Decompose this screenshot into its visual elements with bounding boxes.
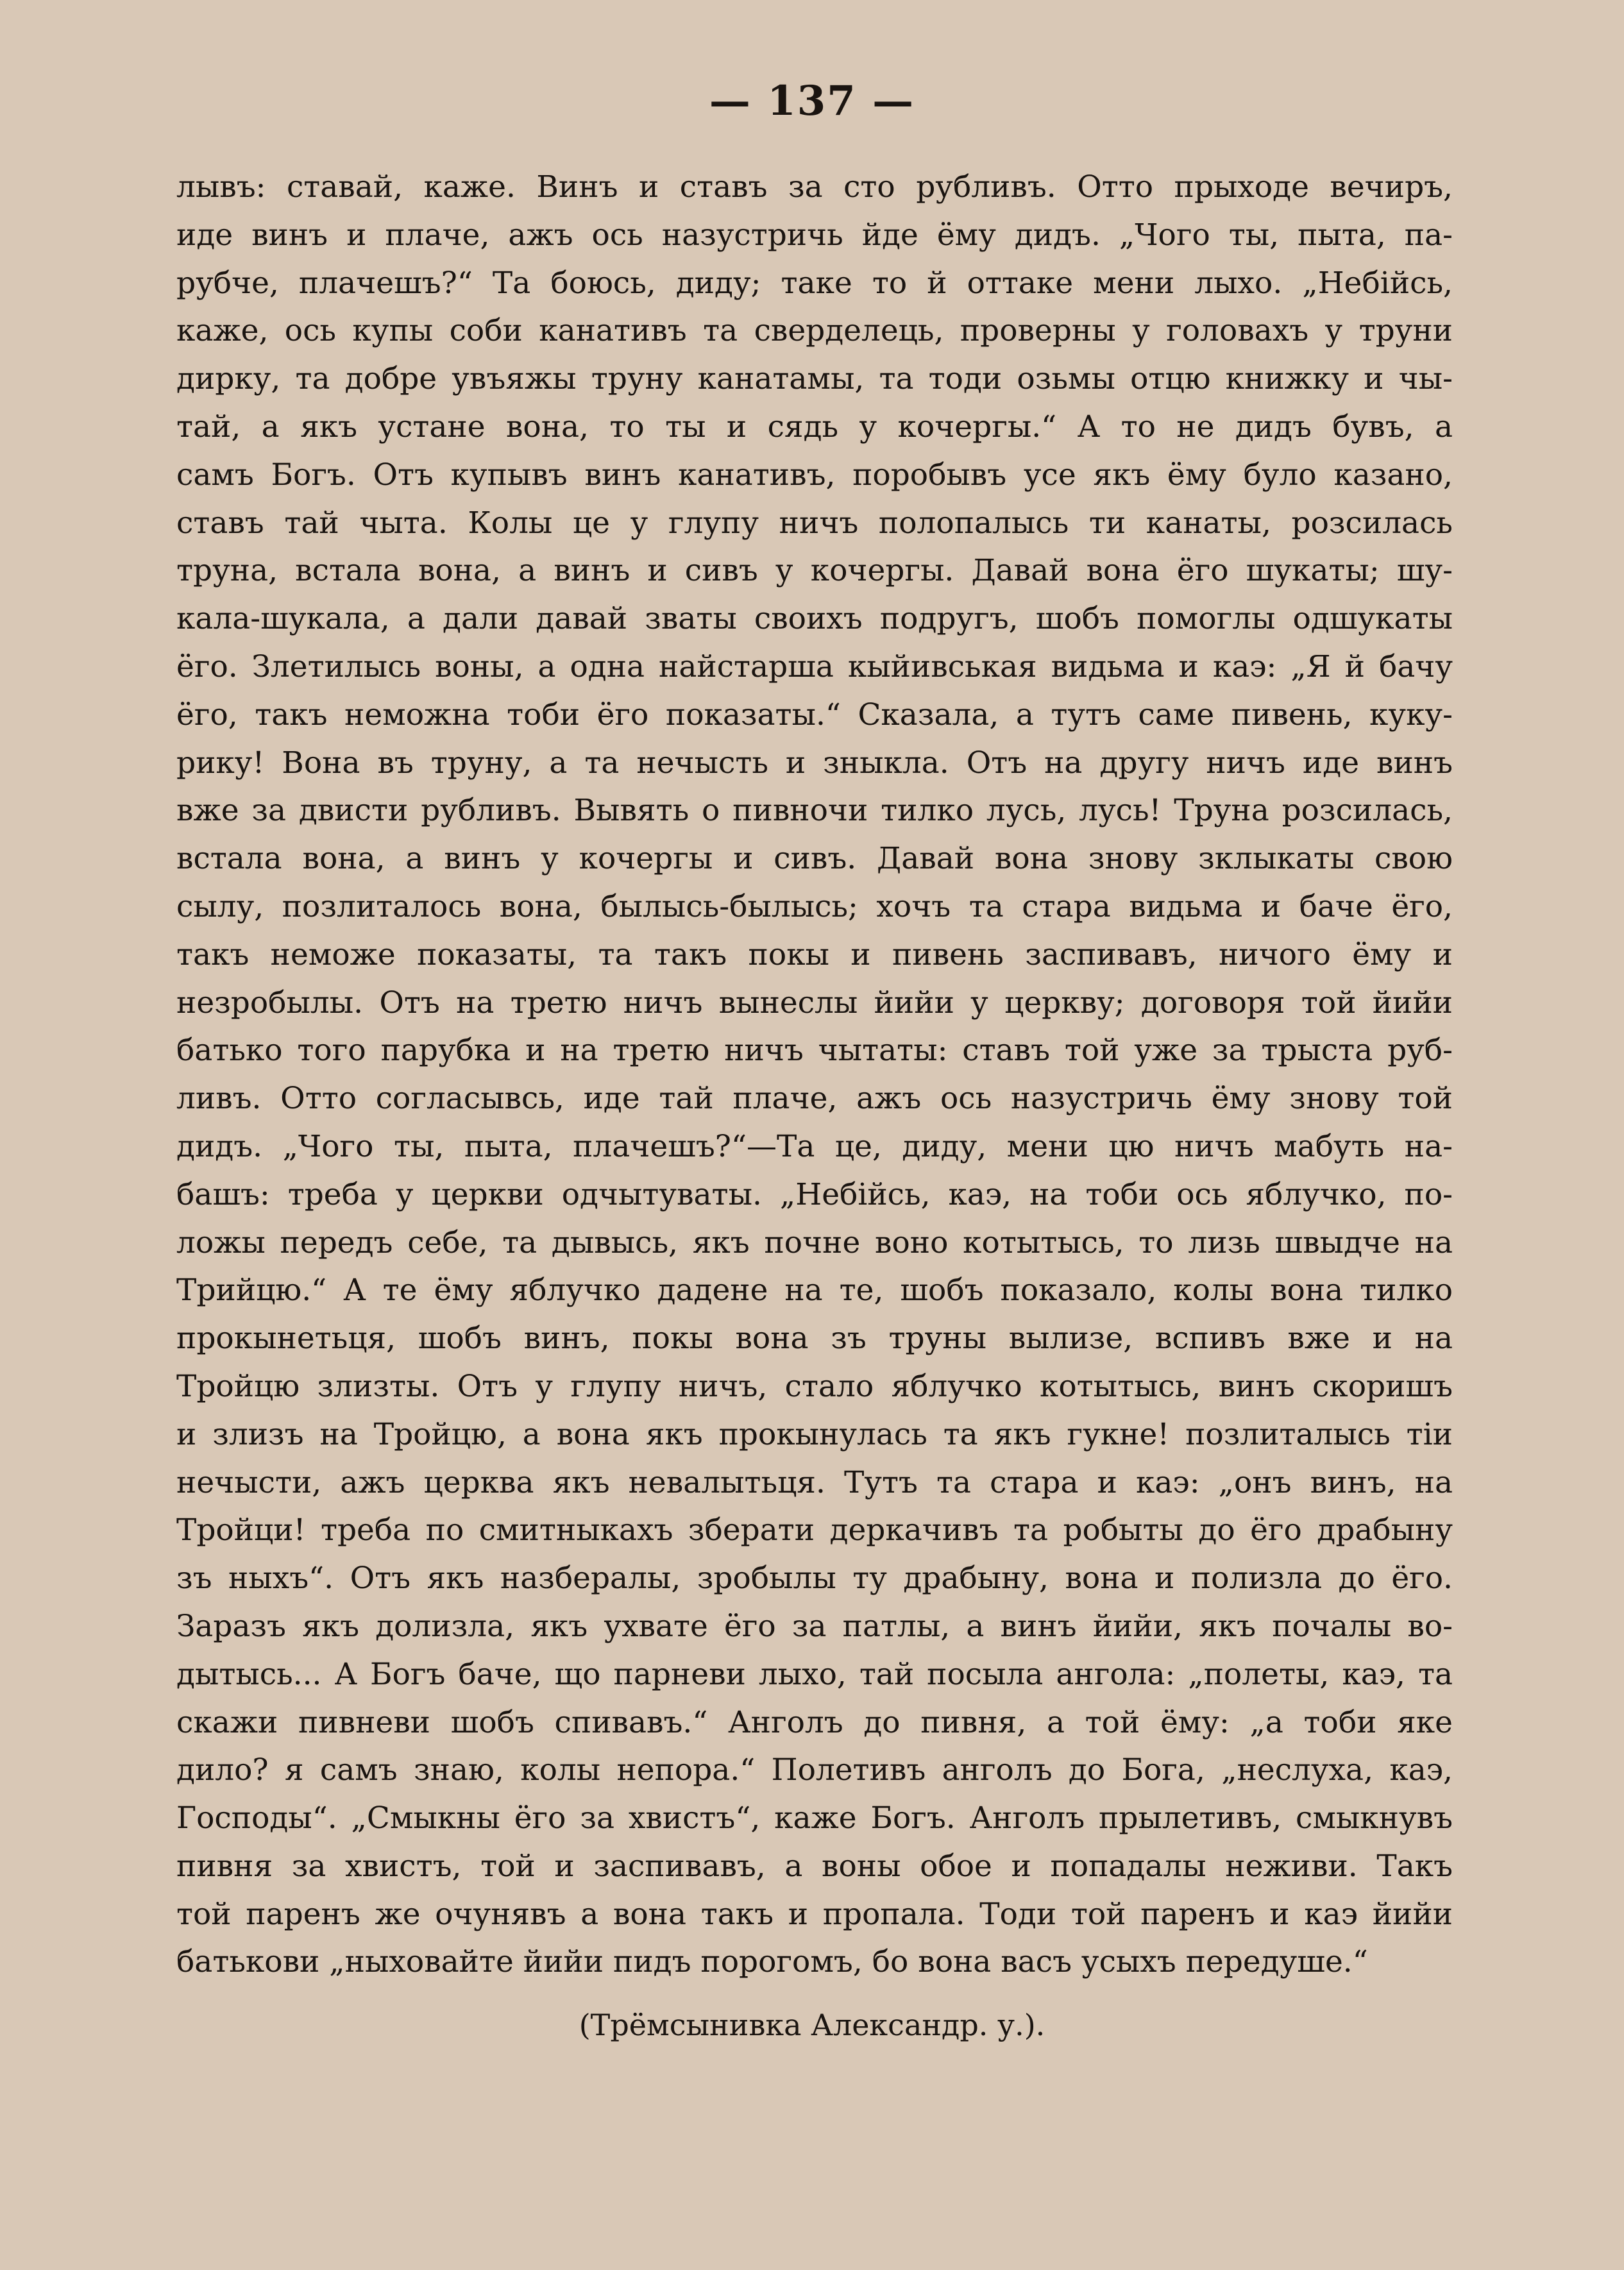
text-line: ставъ тай чыта. Колы це у глупу ничъ полопалысь ти канаты, розсилась — [176, 505, 1453, 541]
page-number: — 137 — — [709, 77, 915, 125]
text-line: лывъ: ставай, каже. Винъ и ставъ за сто рубливъ. Отто прыходе вечиръ, — [176, 169, 1453, 205]
text-line: дидъ. „Чого ты, пыта, плачешъ?“—Та це, диду, мени цю ничъ мабуть на- — [176, 1128, 1453, 1164]
text-line: батькови „ныховайте йийи пидъ порогомъ, бо вона васъ усыхъ передуше.“ — [176, 1944, 1368, 1980]
text-line: скажи пивневи шобъ спивавъ.“ Анголъ до пивня, а той ёму: „а тоби яке — [176, 1704, 1453, 1740]
text-line: тай, а якъ устане вона, то ты и сядь у кочергы.“ А то не дидъ бувъ, а — [176, 409, 1453, 445]
text-line: вже за двисти рубливъ. Вывять о пивночи тилко лусь, лусь! Труна розсилась, — [176, 793, 1453, 829]
text-line: башъ: треба у церкви одчытуваты. „Небійсь, каэ, на тоби ось яблучко, по- — [176, 1176, 1453, 1212]
body-text — [176, 164, 1453, 1986]
text-line: рубче, плачешъ?“ Та боюсь, диду; таке то й оттаке мени лыхо. „Небійсь, — [176, 265, 1453, 301]
text-line: дытысь... А Богъ баче, що парневи лыхо, тай посыла ангола: „полеты, каэ, та — [176, 1656, 1453, 1692]
text-line: той паренъ же очунявъ а вона такъ и пропала. Тоди той паренъ и каэ йийи — [176, 1896, 1453, 1932]
text-line: Тройцю злизты. Отъ у глупу ничъ, стало яблучко котытысь, винъ скоришъ — [176, 1368, 1453, 1404]
text-line: Заразъ якъ долизла, якъ ухвате ёго за патлы, а винъ йийи, якъ почалы во- — [176, 1608, 1453, 1644]
text-line: такъ неможе показаты, та такъ покы и пивень заспивавъ, ничого ёму и — [176, 936, 1453, 972]
text-line: Господы“. „Смыкны ёго за хвистъ“, каже Богъ. Анголъ прылетивъ, смыкнувъ — [176, 1800, 1453, 1836]
text-line: каже, ось купы соби канативъ та сверделець, проверны у головахъ у труни — [176, 313, 1453, 349]
text-line: Трийцю.“ А те ёму яблучко дадене на те, шобъ показало, колы вона тилко — [176, 1273, 1453, 1309]
text-line: зъ ныхъ“. Отъ якъ назбералы, зробылы ту драбыну, вона и полизла до ёго. — [176, 1561, 1453, 1597]
text-line: рику! Вона въ труну, а та нечысть и зныкла. Отъ на другу ничъ иде винъ — [176, 745, 1453, 781]
text-line: кала-шукала, а дали давай зваты своихъ подругъ, шобъ помоглы одшукаты — [176, 601, 1453, 637]
text-line: незробылы. Отъ на третю ничъ вынеслы йийи у церкву; договоря той йийи — [176, 985, 1453, 1021]
text-line: самъ Богъ. Отъ купывъ винъ канативъ, поробывъ усе якъ ёму було казано, — [176, 457, 1453, 493]
text-line: труна, встала вона, а винъ и сивъ у кочергы. Давай вона ёго шукаты; шу- — [176, 553, 1453, 589]
text-line: ливъ. Отто согласывсь, иде тай плаче, ажъ ось назустричь ёму знову той — [176, 1081, 1453, 1117]
text-line: сылу, позлиталось вона, былысь-былысь; хочъ та стара видьма и баче ёго, — [176, 888, 1453, 924]
text-line: нечысти, ажъ церква якъ невалытьця. Тутъ та стара и каэ: „онъ винъ, на — [176, 1464, 1453, 1500]
text-line: дирку, та добре увъяжы труну канатамы, та тоди озьмы отцю книжку и чы- — [176, 361, 1453, 397]
text-line: ёго, такъ неможна тоби ёго показаты.“ Сказала, а тутъ саме пивень, куку- — [176, 697, 1453, 733]
text-line: Тройци! треба по смитныкахъ зберати деркачивъ та робыты до ёго драбыну — [176, 1512, 1453, 1548]
text-line: ложы передъ себе, та дывысь, якъ почне воно котытысь, то лизь швыдче на — [176, 1224, 1453, 1260]
text-line: и злизъ на Тройцю, а вона якъ прокынулась та якъ гукне! позлиталысь тіи — [176, 1416, 1453, 1452]
text-line: дило? я самъ знаю, колы непора.“ Полетивъ анголъ до Бога, „неслуха, каэ, — [176, 1752, 1453, 1788]
text-line: иде винъ и плаче, ажъ ось назустричь йде ёму дидъ. „Чого ты, пыта, па- — [176, 217, 1453, 253]
text-line: батько того парубка и на третю ничъ чытаты: ставъ той уже за трыста руб- — [176, 1033, 1453, 1069]
text-line: пивня за хвистъ, той и заспивавъ, а воны обое и попадалы неживи. Такъ — [176, 1848, 1453, 1884]
source-note: (Трёмсынивка Александр. у.). — [579, 2008, 1045, 2042]
text-line: прокынетьця, шобъ винъ, покы вона зъ труны вылизе, вспивъ вже и на — [176, 1321, 1453, 1357]
text-line: ёго. Злетилысь воны, а одна найстарша кыйивськая видьма и каэ: „Я й бачу — [176, 648, 1453, 684]
text-line: встала вона, а винъ у кочергы и сивъ. Давай вона знову зклыкаты свою — [176, 841, 1453, 877]
